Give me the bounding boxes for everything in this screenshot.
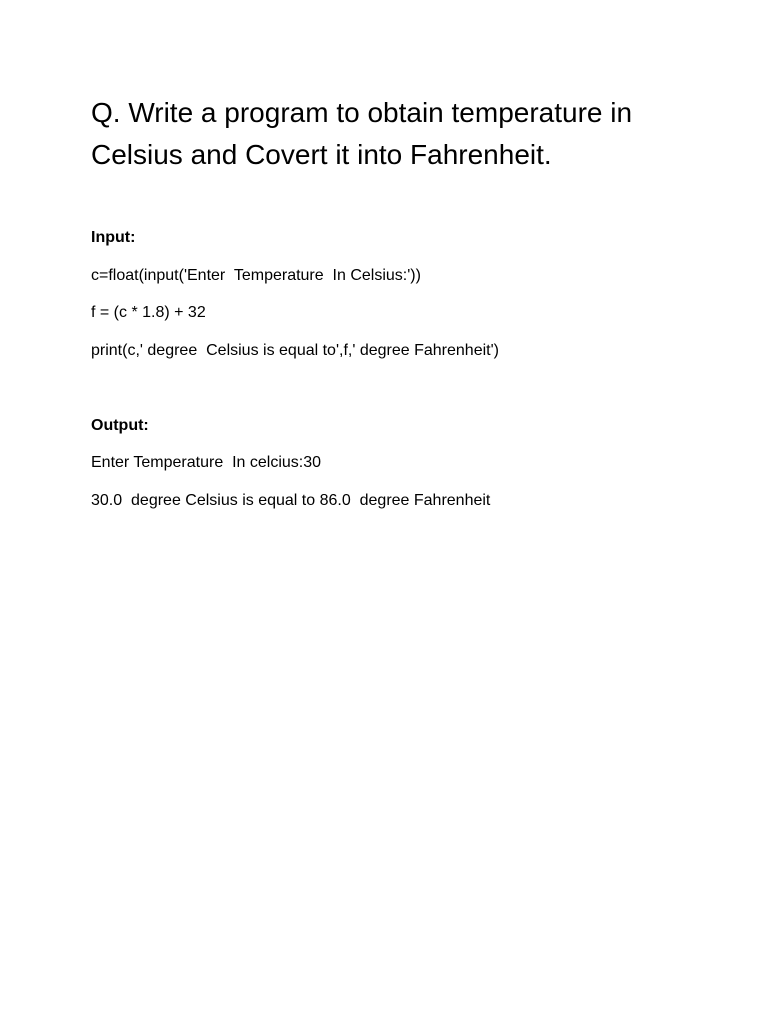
question-text: Q. Write a program to obtain temperature in Celsius and Covert it into Fahrenheit. [91, 97, 633, 170]
input-code-line: c=float(input('Enter Temperature In Celsius:')) [91, 267, 421, 284]
output-heading: Output: [91, 417, 149, 434]
output-line: Enter Temperature In celcius:30 [91, 454, 322, 471]
input-heading: Input: [91, 229, 136, 246]
output-line: 30.0 degree Celsius is equal to 86.0 degree Fahrenheit [91, 492, 491, 509]
input-code-line: print(c,' degree Celsius is equal to',f,' degree Fahrenheit') [91, 342, 499, 359]
input-code-line: f = (c * 1.8) + 32 [91, 304, 206, 321]
